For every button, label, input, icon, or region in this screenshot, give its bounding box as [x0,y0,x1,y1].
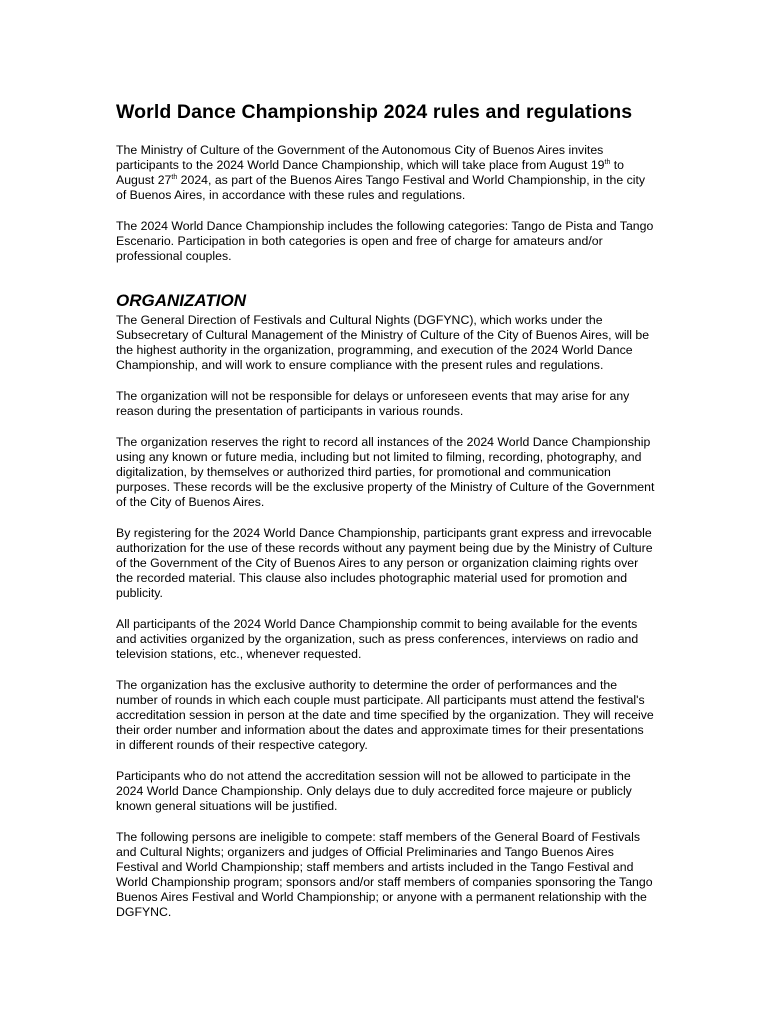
intro-paragraph-2: The 2024 World Dance Championship includes the following categories: Tango de Pista and Tango Escenario. Participation in both categories is open and free of charge for amateurs and/or professional couples. [116,219,654,263]
intro-paragraph-1 [116,143,656,203]
section-heading-organization: ORGANIZATION [116,291,247,310]
organization-paragraph-7: Participants who do not attend the accreditation session will not be allowed to participate in the 2024 World Dance Championship. Only delays due to duly accredited force majeure or publicly known general situations will be justified. [116,769,632,813]
ordinal-suffix-1: th [604,158,611,166]
ordinal-suffix-2: th [171,173,178,181]
organization-paragraph-3: The organization reserves the right to record all instances of the 2024 World Dance Championship using any known or future media, including but not limited to filming, recording, photography, and digitalization, by themselves or authorized third parties, for promotional and communication purposes. These records will be the exclusive property of the Ministry of Culture of the Government of the City of Buenos Aires. [116,435,655,509]
organization-paragraph-1: The General Direction of Festivals and Cultural Nights (DGFYNC), which works under the Subsecretary of Cultural Management of the Ministry of Culture of the City of Buenos Aires, will be the highest authority in the organization, programming, and execution of the 2024 World Dance Championship, and will work to ensure compliance with the present rules and regulations. [116,313,650,372]
organization-paragraph-5: All participants of the 2024 World Dance Championship commit to being available for the events and activities organized by the organization, such as press conferences, interviews on radio and television stations, etc., whenever requested. [116,617,639,661]
document-page [116,100,656,936]
organization-paragraph-8: The following persons are ineligible to compete: staff members of the General Board of Festivals and Cultural Nights; organizers and judges of Official Preliminaries and Tango Buenos Aires Festival and World Championship; staff members and artists included in the Tango Festival and World Championship program; sponsors and/or staff members of companies sponsoring the Tango Buenos Aires Festival and World Championship; or anyone with a permanent relationship with the DGFYNC. [116,830,653,919]
intro-text-a: The Ministry of Culture of the Government of the Autonomous City of Buenos Aires invites participants to the 2024 World Dance Championship, which will take place from August 19 [116,143,605,172]
intro-text-b: to August 27 [116,158,625,187]
organization-paragraph-4: By registering for the 2024 World Dance Championship, participants grant express and irrevocable authorization for the use of these records without any payment being due by the Ministry of Culture of the Government of the City of Buenos Aires to any person or organization claiming rights over the recorded material. This clause also includes photographic material used for promotion and publicity. [116,526,653,600]
document-title: World Dance Championship 2024 rules and regulations [116,101,633,123]
organization-paragraph-2: The organization will not be responsible for delays or unforeseen events that may arise for any reason during the presentation of participants in various rounds. [116,389,630,418]
organization-paragraph-6: The organization has the exclusive authority to determine the order of performances and the number of rounds in which each couple must participate. All participants must attend the festival's accreditation session in person at the date and time specified by the organization. They will receive their order number and information about the dates and approximate times for their presentations in different rounds of their respective category. [116,678,654,752]
intro-text-c: 2024, as part of the Buenos Aires Tango Festival and World Championship, in the city of Buenos Aires, in accordance with these rules and regulations. [116,173,646,202]
